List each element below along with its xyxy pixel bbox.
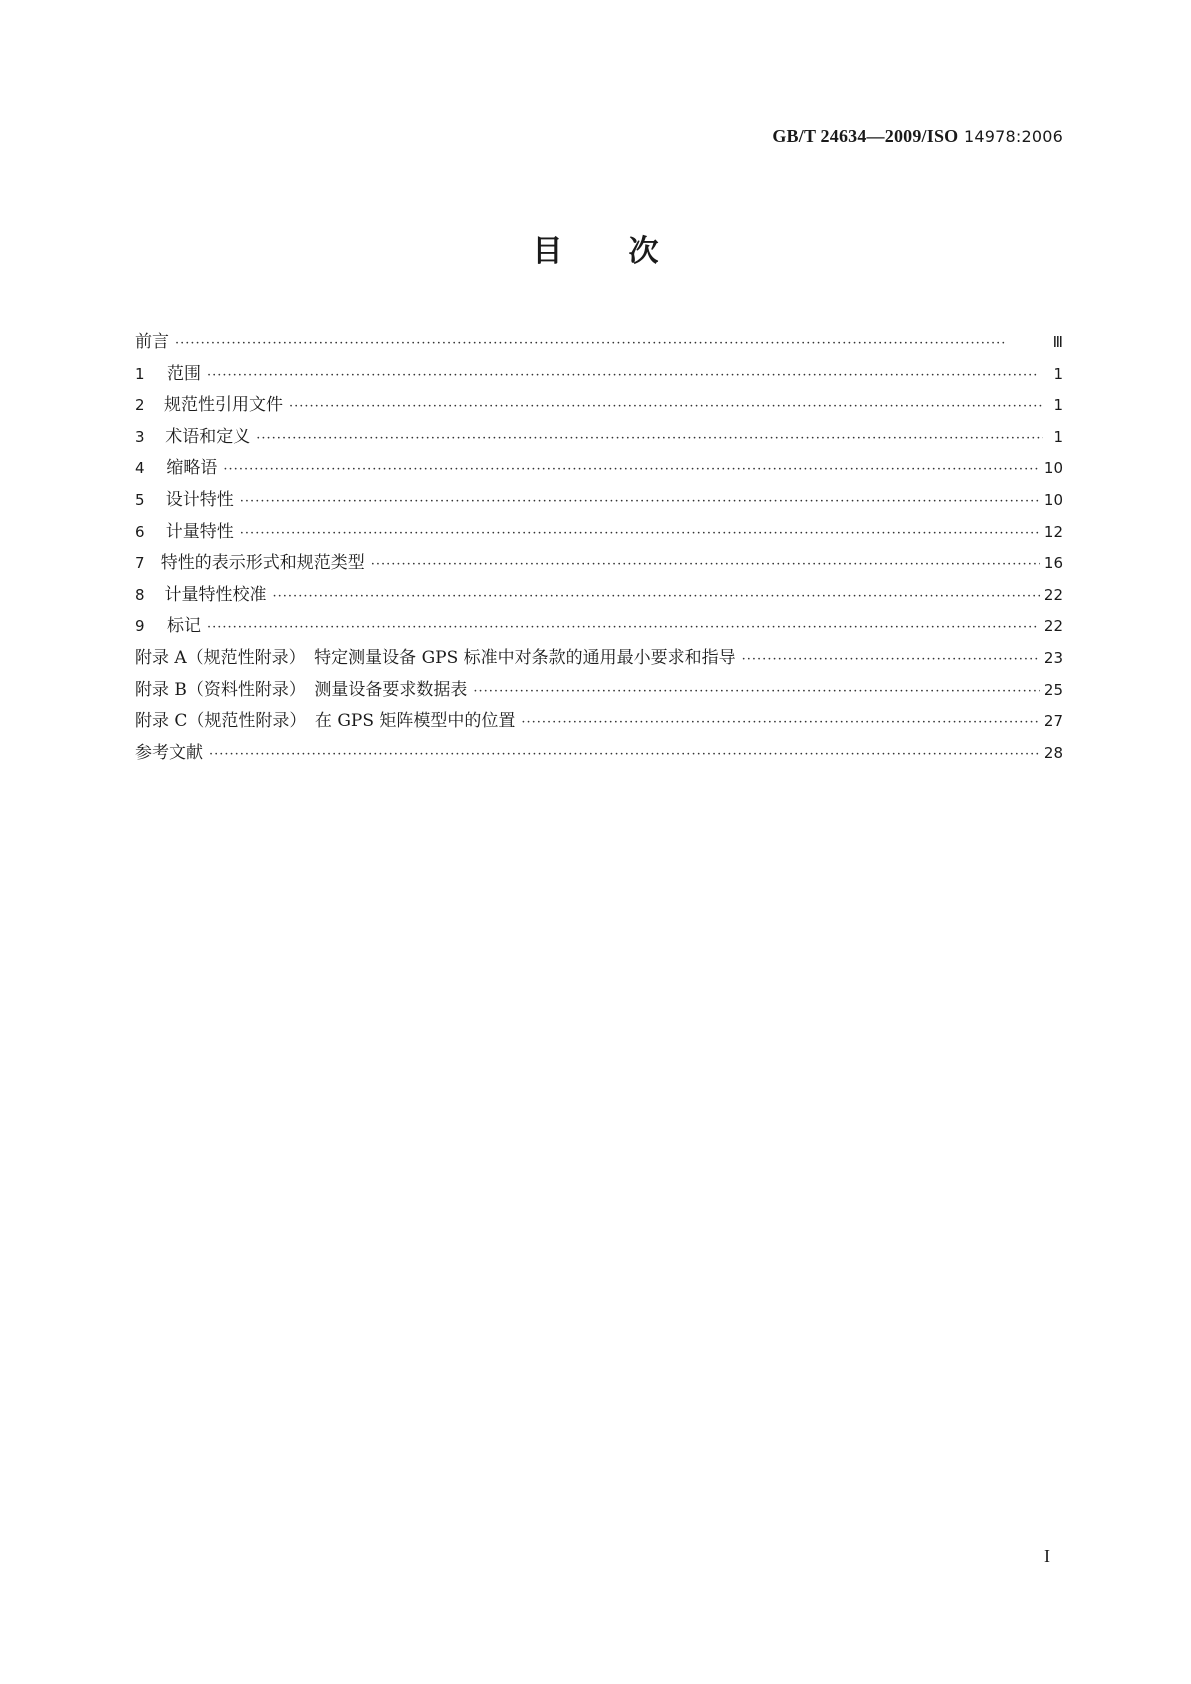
toc-entry-label: 参考文献 xyxy=(135,742,203,763)
toc-dot-leader xyxy=(207,360,1043,392)
page-title xyxy=(0,226,1191,270)
toc-entry-number: 3 xyxy=(135,427,145,446)
toc-entry-page: Ⅲ xyxy=(1052,333,1063,351)
toc-entry-7[interactable] xyxy=(135,548,1063,580)
toc-entry-label: 计量特性 xyxy=(165,521,234,542)
toc-entry-number: 8 xyxy=(135,585,145,604)
toc-entry-label: 范围 xyxy=(167,363,201,384)
toc-entry-1[interactable] xyxy=(135,359,1063,391)
toc-entry-label: 附录 C（规范性附录） 在 GPS 矩阵模型中的位置 xyxy=(135,711,516,732)
toc-entry-page: 22 xyxy=(1043,585,1063,604)
standard-code-iso-year: 14978:2006 xyxy=(963,127,1063,146)
toc-entry-number: 1 xyxy=(135,364,145,383)
toc-entry-label: 特性的表示形式和规范类型 xyxy=(160,553,365,574)
toc-dot-leader xyxy=(223,454,1039,486)
toc-dot-leader xyxy=(289,391,1043,423)
toc-entry-page: 25 xyxy=(1043,680,1063,699)
toc-entry-page: 22 xyxy=(1043,617,1063,636)
toc-dot-leader xyxy=(273,581,1040,613)
toc-entry-number: 2 xyxy=(135,396,145,415)
toc-entry-2[interactable] xyxy=(135,390,1063,422)
toc-entry-9[interactable] xyxy=(135,611,1063,643)
standard-code xyxy=(772,126,1063,147)
page-title-char-1: 目 xyxy=(532,234,563,269)
toc-entry-label: 设计特性 xyxy=(165,489,234,510)
toc-dot-leader xyxy=(207,612,1040,644)
toc-dot-leader xyxy=(240,518,1040,550)
toc-entry-label: 缩略语 xyxy=(166,458,218,479)
toc-entry-8[interactable] xyxy=(135,580,1063,612)
toc-entry-page: 1 xyxy=(1053,364,1063,383)
toc-entry-number: 4 xyxy=(135,459,145,478)
toc-entry-3[interactable] xyxy=(135,422,1063,454)
toc-entry-label: 术语和定义 xyxy=(165,426,251,447)
toc-entry-number: 7 xyxy=(135,554,145,573)
toc-entry-page: 1 xyxy=(1053,396,1063,415)
toc-entry-label: 标记 xyxy=(167,616,201,637)
table-of-contents xyxy=(135,327,1063,769)
toc-entry-page: 27 xyxy=(1043,712,1063,731)
toc-entry-page: 16 xyxy=(1043,554,1063,573)
toc-entry-label: 前言 xyxy=(135,332,169,352)
toc-entry-bibliography[interactable] xyxy=(135,738,1063,770)
toc-dot-leader xyxy=(240,486,1040,518)
toc-entry-page: 10 xyxy=(1043,459,1063,478)
toc-entry-page: 23 xyxy=(1043,648,1063,667)
toc-entry-page: 10 xyxy=(1043,490,1063,509)
toc-entry-annex-b[interactable] xyxy=(135,675,1063,707)
toc-entry-label: 规范性引用文件 xyxy=(164,395,284,416)
toc-dot-leader xyxy=(256,423,1043,455)
toc-entry-number: 6 xyxy=(135,522,145,541)
toc-entry-number: 5 xyxy=(135,490,145,509)
toc-entry-foreword[interactable] xyxy=(135,327,1063,359)
page-number: I xyxy=(1044,1546,1050,1566)
toc-entry-page: 1 xyxy=(1053,427,1063,446)
toc-dot-leader xyxy=(175,328,1043,360)
toc-entry-6[interactable] xyxy=(135,517,1063,549)
toc-entry-label: 附录 A（规范性附录） 特定测量设备 GPS 标准中对条款的通用最小要求和指导 xyxy=(135,647,736,668)
toc-dot-leader xyxy=(371,549,1040,581)
toc-entry-4[interactable] xyxy=(135,453,1063,485)
toc-entry-annex-c[interactable] xyxy=(135,706,1063,738)
toc-dot-leader xyxy=(209,739,1040,771)
toc-entry-5[interactable] xyxy=(135,485,1063,517)
toc-dot-leader xyxy=(473,676,1040,708)
standard-code-primary: GB/T 24634—2009/ISO xyxy=(772,126,959,146)
toc-entry-page: 12 xyxy=(1043,522,1063,541)
toc-entry-label: 附录 B（资料性附录） 测量设备要求数据表 xyxy=(135,679,468,700)
toc-entry-label: 计量特性校准 xyxy=(164,584,267,605)
toc-entry-number: 9 xyxy=(135,617,145,636)
toc-entry-page: 28 xyxy=(1043,743,1063,762)
toc-entry-annex-a[interactable] xyxy=(135,643,1063,675)
page-title-char-2: 次 xyxy=(628,234,659,269)
toc-dot-leader xyxy=(742,644,1040,676)
toc-dot-leader xyxy=(521,707,1040,739)
